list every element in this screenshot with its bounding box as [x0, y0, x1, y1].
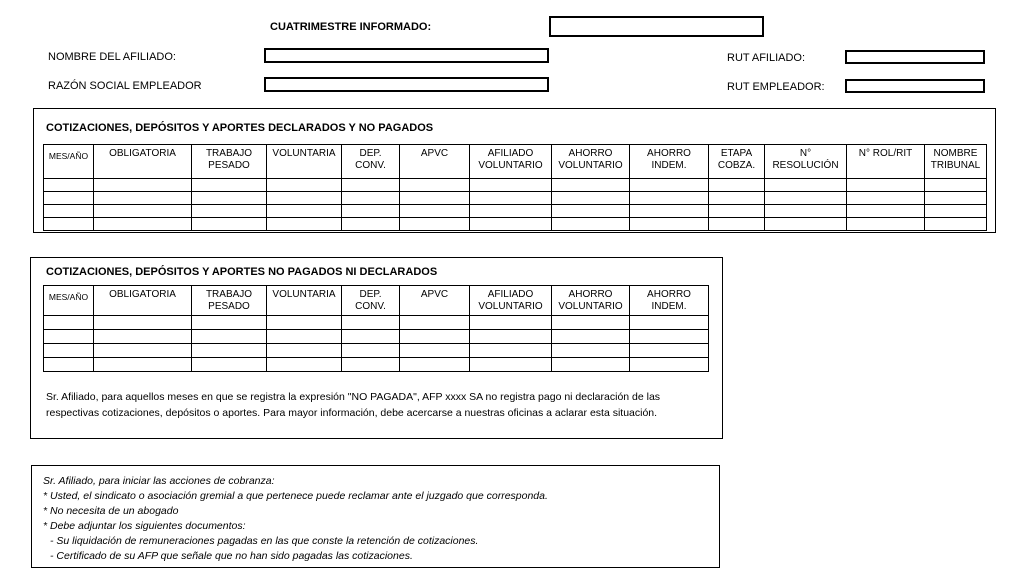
- section-no-declarados-title: COTIZACIONES, DEPÓSITOS Y APORTES NO PAGADOS NI DECLARADOS: [46, 266, 438, 278]
- table-cell: [552, 316, 630, 330]
- table-cell: [470, 205, 552, 218]
- table-cell: [267, 316, 342, 330]
- rut-afiliado-field[interactable]: [845, 50, 985, 64]
- table-cell: [192, 205, 267, 218]
- table-row: [44, 218, 987, 231]
- table-cell: [192, 316, 267, 330]
- table-cell: [470, 316, 552, 330]
- table-cell: [400, 330, 470, 344]
- cobranza-bullet-1: * Usted, el sindicato o asociación gremial a que pertenece puede reclamar ante el juzgado que corresponda.: [43, 490, 548, 502]
- column-header-9: AHORRO INDEM.: [630, 286, 709, 316]
- table-cell: [709, 218, 765, 231]
- table-cell: [847, 218, 925, 231]
- table-cell: [470, 179, 552, 192]
- table-cell: [552, 205, 630, 218]
- rut-empleador-field[interactable]: [845, 79, 985, 93]
- column-header-4: VOLUNTARIA: [267, 286, 342, 316]
- table-cell: [342, 344, 400, 358]
- table-cell: [267, 344, 342, 358]
- table-row: [44, 358, 709, 372]
- table-cell: [630, 192, 709, 205]
- table-row: [44, 316, 709, 330]
- table-cell: [709, 179, 765, 192]
- table-cell: [765, 205, 847, 218]
- table-cell: [765, 192, 847, 205]
- table-cell: [925, 179, 987, 192]
- razon-social-field[interactable]: [264, 77, 549, 92]
- section-declarados-title: COTIZACIONES, DEPÓSITOS Y APORTES DECLARADOS Y NO PAGADOS: [46, 122, 434, 134]
- cuatrimestre-informado-field[interactable]: [549, 16, 764, 37]
- table-cell: [94, 344, 192, 358]
- table-cell: [94, 316, 192, 330]
- table-row: [44, 192, 987, 205]
- table-cell: [44, 344, 94, 358]
- table-cell: [400, 218, 470, 231]
- table-cell: [342, 192, 400, 205]
- table-cell: [192, 179, 267, 192]
- table-cell: [925, 205, 987, 218]
- table-cell: [925, 218, 987, 231]
- table-row: [44, 179, 987, 192]
- table-cell: [400, 192, 470, 205]
- cobranza-bullet-2: * No necesita de un abogado: [43, 505, 179, 517]
- column-header-4: VOLUNTARIA: [267, 145, 342, 179]
- table-cell: [192, 358, 267, 372]
- table-cell: [342, 316, 400, 330]
- column-header-1: MES/AÑO: [44, 145, 94, 179]
- column-header-2: OBLIGATORIA: [94, 286, 192, 316]
- table-cell: [552, 192, 630, 205]
- table-cell: [552, 330, 630, 344]
- table-cell: [44, 218, 94, 231]
- table-cell: [630, 316, 709, 330]
- section-declarados-no-pagados: [33, 108, 996, 233]
- table-cell: [400, 344, 470, 358]
- table-cell: [630, 218, 709, 231]
- table-row: [44, 205, 987, 218]
- table-cell: [630, 344, 709, 358]
- table-cell: [470, 218, 552, 231]
- rut-empleador-label: RUT EMPLEADOR:: [727, 81, 825, 93]
- table-cell: [765, 218, 847, 231]
- table-cell: [267, 358, 342, 372]
- column-header-6: APVC: [400, 286, 470, 316]
- column-header-7: AFILIADO VOLUNTARIO: [470, 145, 552, 179]
- table-cell: [94, 358, 192, 372]
- table-cell: [470, 330, 552, 344]
- column-header-1: MES/AÑO: [44, 286, 94, 316]
- razon-social-label: RAZÓN SOCIAL EMPLEADOR: [48, 80, 202, 92]
- table-cell: [400, 179, 470, 192]
- section-no-pagados-ni-declarados: [30, 257, 723, 439]
- table-cell: [267, 330, 342, 344]
- table-cell: [847, 192, 925, 205]
- table-cell: [44, 192, 94, 205]
- table-cell: [925, 192, 987, 205]
- table-cell: [630, 358, 709, 372]
- table-cell: [470, 192, 552, 205]
- table-cell: [470, 358, 552, 372]
- nombre-afiliado-label: NOMBRE DEL AFILIADO:: [48, 51, 176, 63]
- rut-afiliado-label: RUT AFILIADO:: [727, 52, 806, 64]
- table-cell: [192, 330, 267, 344]
- table-cell: [342, 218, 400, 231]
- table-row: [44, 330, 709, 344]
- column-header-7: AFILIADO VOLUNTARIO: [470, 286, 552, 316]
- column-header-3: TRABAJO PESADO: [192, 286, 267, 316]
- table-cell: [94, 192, 192, 205]
- declarados-no-pagados-table: [43, 144, 987, 231]
- table-cell: [400, 358, 470, 372]
- table-cell: [552, 344, 630, 358]
- table-cell: [630, 330, 709, 344]
- table-cell: [44, 179, 94, 192]
- column-header-10: ETAPA COBZA.: [709, 145, 765, 179]
- column-header-5: DEP. CONV.: [342, 145, 400, 179]
- cobranza-bullet-3: * Debe adjuntar los siguientes documentos:: [43, 520, 246, 532]
- table-cell: [847, 205, 925, 218]
- column-header-5: DEP. CONV.: [342, 286, 400, 316]
- table-cell: [470, 344, 552, 358]
- header-row: [44, 286, 709, 316]
- table-cell: [44, 330, 94, 344]
- column-header-12: N° ROL/RIT: [847, 145, 925, 179]
- column-header-8: AHORRO VOLUNTARIO: [552, 145, 630, 179]
- cobranza-intro-line: Sr. Afiliado, para iniciar las acciones de cobranza:: [43, 475, 275, 487]
- cobranza-subbullet-2: - Certificado de su AFP que señale que no han sido pagadas las cotizaciones.: [50, 550, 413, 562]
- table-cell: [44, 316, 94, 330]
- column-header-6: APVC: [400, 145, 470, 179]
- table-cell: [192, 218, 267, 231]
- table-cell: [267, 192, 342, 205]
- table-cell: [400, 316, 470, 330]
- no-pagados-ni-declarados-table: [43, 285, 709, 372]
- column-header-11: N° RESOLUCIÓN: [765, 145, 847, 179]
- table-cell: [267, 205, 342, 218]
- table-row: [44, 344, 709, 358]
- table-cell: [342, 358, 400, 372]
- table-cell: [342, 205, 400, 218]
- table-cell: [709, 205, 765, 218]
- table-cell: [342, 179, 400, 192]
- cuatrimestre-informado-label: CUATRIMESTRE INFORMADO:: [270, 21, 432, 33]
- table-cell: [192, 192, 267, 205]
- table-cell: [44, 358, 94, 372]
- column-header-13: NOMBRE TRIBUNAL: [925, 145, 987, 179]
- table-cell: [847, 179, 925, 192]
- table-cell: [267, 218, 342, 231]
- table-cell: [552, 358, 630, 372]
- column-header-3: TRABAJO PESADO: [192, 145, 267, 179]
- table-cell: [552, 179, 630, 192]
- table-cell: [94, 179, 192, 192]
- table-cell: [44, 205, 94, 218]
- section-acciones-cobranza: [31, 465, 720, 568]
- table-cell: [342, 330, 400, 344]
- nombre-afiliado-field[interactable]: [264, 48, 549, 63]
- column-header-9: AHORRO INDEM.: [630, 145, 709, 179]
- table-cell: [765, 179, 847, 192]
- table-cell: [94, 205, 192, 218]
- header-row: [44, 145, 987, 179]
- column-header-8: AHORRO VOLUNTARIO: [552, 286, 630, 316]
- cobranza-subbullet-1: - Su liquidación de remuneraciones pagadas en las que conste la retención de cotizaciones.: [50, 535, 479, 547]
- table-cell: [94, 218, 192, 231]
- table-cell: [630, 179, 709, 192]
- table-cell: [192, 344, 267, 358]
- table-cell: [94, 330, 192, 344]
- table-cell: [552, 218, 630, 231]
- column-header-2: OBLIGATORIA: [94, 145, 192, 179]
- table-cell: [709, 192, 765, 205]
- table-cell: [630, 205, 709, 218]
- table-cell: [400, 205, 470, 218]
- table-cell: [267, 179, 342, 192]
- no-pagada-note: Sr. Afiliado, para aquellos meses en que se registra la expresión "NO PAGADA", AFP xxxx SA no registra pago ni declaración de las respectivas cotizaciones, depósitos o aportes. Para mayor información, debe acercarse a nuestras oficinas a aclarar esta situación.: [46, 391, 661, 419]
